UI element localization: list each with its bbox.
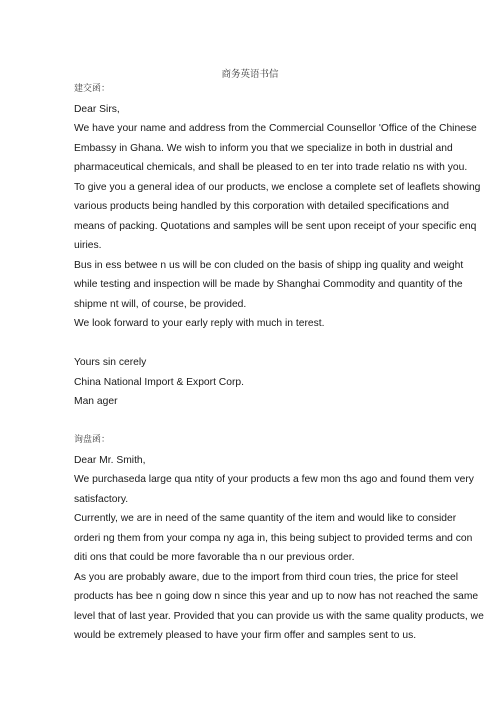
letter1-line: To give you a general idea of our products, we enclose a complete set of leaflets showing bbox=[74, 181, 481, 193]
letter1-salutation: Dear Sirs, bbox=[74, 103, 120, 115]
letter2-line: We purchaseda large qua ntity of your products a few mon ths ago and found them very bbox=[74, 474, 474, 485]
letter-body bbox=[74, 80, 484, 646]
letter2-line: As you are probably aware, due to the import from third coun tries, the price for steel bbox=[74, 571, 459, 583]
letter2-line: satisfactory. bbox=[74, 493, 129, 505]
letter1-line: We look forward to your early reply with much in terest. bbox=[74, 318, 325, 329]
letter1-line: while testing and inspection will be made by Shanghai Commodity and quantity of the bbox=[74, 279, 463, 290]
letter1-label: 建交函： bbox=[74, 84, 111, 94]
letter1-line: pharmaceutical chemicals, and shall be pleased to en ter into trade relatio ns with you. bbox=[74, 162, 468, 173]
letter1-signer: Man ager bbox=[74, 396, 118, 407]
letter2-line: Currently, we are in need of the same quantity of the item and would like to consider bbox=[74, 513, 457, 524]
document-title: 商务英语书信 bbox=[221, 69, 279, 80]
letter1-line: Bus in ess betwee n us will be con cluded on the basis of shipp ing quality and weight bbox=[74, 259, 464, 271]
letter2-line: level that of last year. Provided that you can provide us with the same quality products, we bbox=[74, 610, 484, 622]
blank-line bbox=[74, 334, 454, 354]
letter2-line: diti ons that could be more favorable tha n our previous order. bbox=[74, 552, 355, 563]
letter1-line: Embassy in Ghana. We wish to inform you that we specialize in both in dustrial and bbox=[74, 142, 453, 154]
letter1-line: various products being handled by this corporation with detailed specifications and bbox=[74, 201, 449, 212]
letter2-label: 询盘函： bbox=[74, 435, 111, 445]
letter1-line: uiries. bbox=[74, 240, 102, 251]
letter2-line: products has bee n going dow n since this year and up to now has not reached the same bbox=[74, 591, 479, 602]
letter1-line: means of packing. Quotations and samples will be sent upon receipt of your specific enq bbox=[74, 220, 477, 232]
letter2-line: would be extremely pleased to have your firm offer and samples sent to us. bbox=[74, 630, 417, 641]
blank-line bbox=[74, 412, 454, 432]
letter1-line: shipme nt will, of course, be provided. bbox=[74, 298, 247, 310]
letter1-line: We have your name and address from the Commercial Counsellor 'Office of the Chinese bbox=[74, 123, 477, 134]
letter2-salutation: Dear Mr. Smith, bbox=[74, 454, 146, 466]
letter1-closing: Yours sin cerely bbox=[74, 357, 147, 368]
letter1-company: China National Import & Export Corp. bbox=[74, 376, 244, 388]
letter2-line: orderi ng them from your compa ny aga in, this being subject to provided terms and con bbox=[74, 532, 473, 544]
